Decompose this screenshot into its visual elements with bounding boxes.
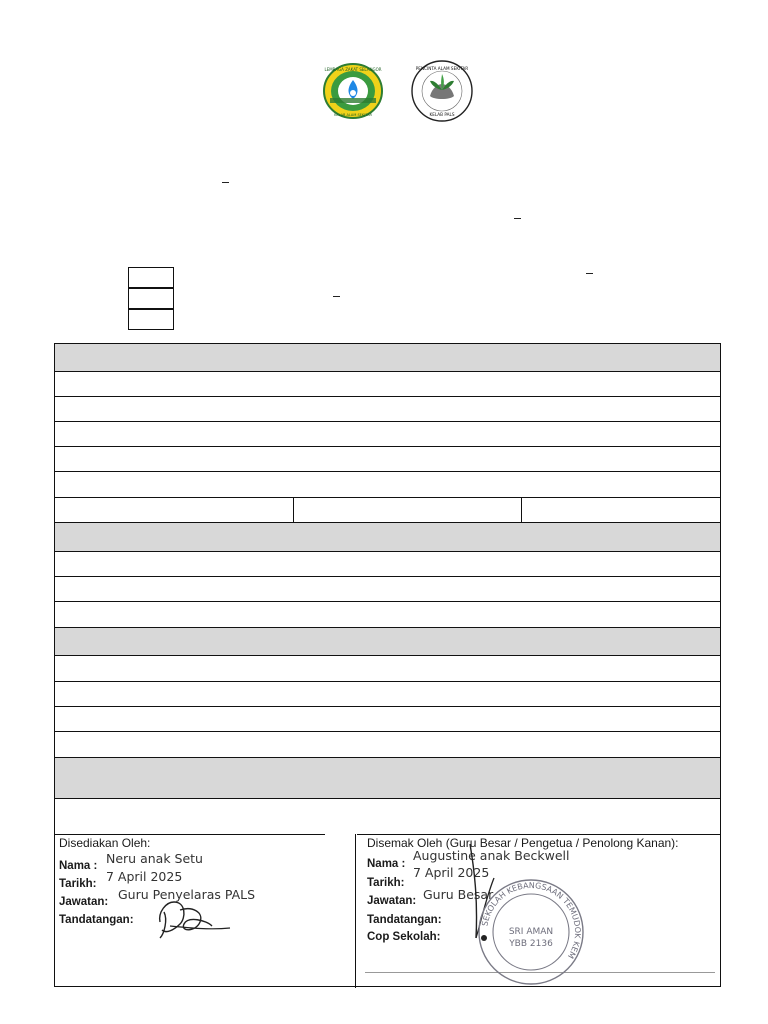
reviewed-date-label: Tarikh: bbox=[367, 877, 405, 889]
prepared-signature-mark bbox=[140, 890, 240, 946]
table-row[interactable] bbox=[55, 422, 720, 447]
table-row[interactable] bbox=[55, 552, 720, 577]
stamp-line-1: SRI AMAN bbox=[508, 927, 554, 937]
logo-right-bottom-text: KELAB PALS bbox=[429, 112, 455, 117]
cell-divider bbox=[521, 498, 522, 523]
logo-left-top-text: LEMBAGA ZAKAT SELANGOR bbox=[324, 67, 382, 72]
table-row[interactable] bbox=[55, 602, 720, 628]
stamp-line-2: YBB 2136 bbox=[509, 939, 553, 949]
cell-divider bbox=[293, 498, 294, 523]
checkbox-1[interactable] bbox=[128, 267, 174, 288]
table-row[interactable] bbox=[55, 447, 720, 472]
reviewed-position-value: Guru Besar bbox=[423, 887, 494, 902]
reviewed-name-value: Augustine anak Beckwell bbox=[413, 848, 570, 863]
table-row[interactable] bbox=[55, 682, 720, 707]
logo-right-top-text: PENCINTA ALAM SEKITAR bbox=[415, 66, 469, 71]
section-header-3 bbox=[55, 628, 720, 656]
table-row[interactable] bbox=[55, 732, 720, 758]
dash-mark bbox=[222, 182, 229, 183]
prepared-signature-label: Tandatangan: bbox=[59, 914, 134, 926]
prepared-position-value: Guru Penyelaras PALS bbox=[118, 887, 256, 902]
stamp-outer-text: SEKOLAH KEBANGSAAN TEMUDOK KEM bbox=[480, 880, 583, 961]
prepared-by-heading: Disediakan Oleh: bbox=[59, 836, 151, 850]
logo-left-bottom-text: KELAB ALAM SEKITAR bbox=[334, 113, 372, 117]
dash-mark bbox=[333, 296, 340, 297]
table-row[interactable] bbox=[55, 577, 720, 602]
prepared-name-label: Nama : bbox=[59, 860, 98, 872]
table-row[interactable] bbox=[55, 707, 720, 732]
reviewed-date-value: 7 April 2025 bbox=[413, 865, 490, 880]
checkbox-2[interactable] bbox=[128, 288, 174, 309]
prepared-date-value: 7 April 2025 bbox=[106, 869, 183, 884]
table-row[interactable] bbox=[55, 799, 720, 834]
reviewed-position-label: Jawatan: bbox=[367, 895, 417, 907]
section-header-1 bbox=[55, 344, 720, 372]
reviewed-by-heading: Disemak Oleh (Guru Besar / Pengetua / Penolong Kanan): bbox=[367, 836, 679, 850]
school-stamp bbox=[475, 878, 587, 986]
section-header-2 bbox=[55, 523, 720, 552]
section-header-4 bbox=[55, 758, 720, 799]
reviewed-stamp-label: Cop Sekolah: bbox=[367, 931, 441, 943]
table-row-split[interactable] bbox=[55, 498, 720, 523]
checkbox-3[interactable] bbox=[128, 309, 174, 330]
prepared-name-value: Neru anak Setu bbox=[106, 851, 203, 866]
table-row[interactable] bbox=[55, 397, 720, 422]
dash-mark bbox=[514, 218, 521, 219]
dash-mark bbox=[586, 273, 593, 274]
reviewed-signature-label: Tandatangan: bbox=[367, 914, 442, 926]
lembaga-logo bbox=[322, 62, 384, 120]
table-row[interactable] bbox=[55, 472, 720, 498]
table-row[interactable] bbox=[55, 372, 720, 397]
pals-logo bbox=[410, 60, 474, 122]
table-row[interactable] bbox=[55, 656, 720, 682]
prepared-position-label: Jawatan: bbox=[59, 896, 109, 908]
prepared-date-label: Tarikh: bbox=[59, 878, 97, 890]
reviewed-name-label: Nama : bbox=[367, 858, 406, 870]
